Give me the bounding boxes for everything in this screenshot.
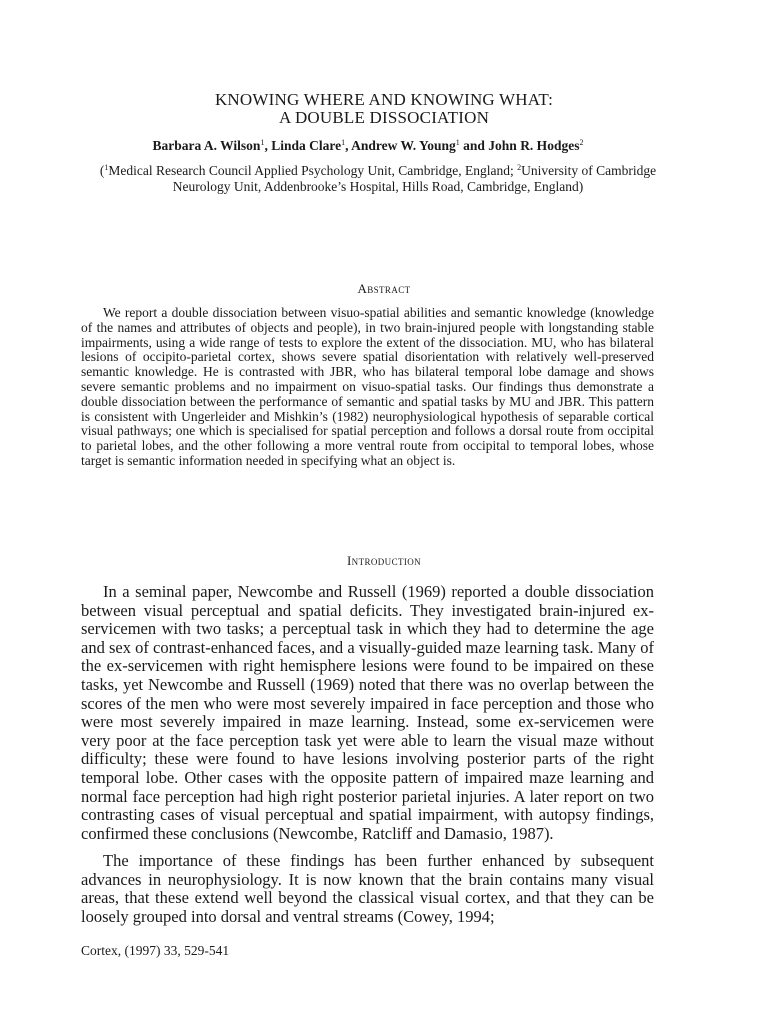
paper-title-line-2: A DOUBLE DISSOCIATION (278, 108, 490, 127)
author-name: Andrew W. Young (351, 138, 456, 153)
affiliation-open-paren: ( (99, 163, 105, 178)
affiliation-mark: 1 (104, 163, 109, 172)
author-name: John R. Hodges (488, 138, 580, 153)
author-affiliation-mark: 1 (455, 138, 460, 147)
author-list (0, 138, 736, 154)
affiliation-2: University of Cambridge Neurology Unit, Addenbrooke’s Hospital, Hills Road, Cambridge, England) (172, 163, 657, 194)
author-affiliation-mark: 2 (579, 138, 584, 147)
body-paragraph: In a seminal paper, Newcombe and Russell (1969) reported a double dissociation between visual perceptual and spatial deficits. They investigated brain-injured ex-servicemen with two tasks; a perceptual task in which they had to determine the age and sex of contrast-enhanced faces, and a visually-guided maze learning task. Many of the ex-servicemen with right hemisphere lesions were found to be impaired on these tasks, yet Newcombe and Russell (1969) noted that there was no overlap between the scores of the men who were most severely impaired in face perception and those who were most severely impaired in maze learning. Instead, some ex-servicemen were very poor at the face perception task yet were able to learn the visual maze without difficulty; these were found to have lesions involving posterior parts of the right temporal lobe. Other cases with the opposite pattern of impaired maze learning and normal face perception had high right posterior parietal injuries. A later report on two contrasting cases of visual perceptual and spatial impairment, with autopsy findings, confirmed these conclusions (Newcombe, Ratcliff and Damasio, 1987). (81, 582, 654, 843)
body-paragraph: The importance of these findings has been further enhanced by subsequent advances in neurophysiology. It is now known that the brain contains many visual areas, that these extend well beyond the classical visual cortex, and that they can be loosely grouped into dorsal and ventral streams (Cowey, 1994; (81, 851, 654, 926)
introduction-heading: Introduction (346, 553, 422, 568)
author-separator: and (459, 138, 489, 153)
journal-citation: Cortex, (1997) 33, 529-541 (81, 943, 230, 958)
affiliations (78, 163, 678, 195)
abstract-heading: Abstract (357, 281, 411, 296)
author-separator: , (264, 138, 272, 153)
paper-title-line-1: KNOWING WHERE AND KNOWING WHAT: (214, 90, 554, 109)
author-name: Linda Clare (271, 138, 342, 153)
affiliation-mark: 2 (517, 163, 522, 172)
affiliation-1: Medical Research Council Applied Psychology Unit, Cambridge, England; (108, 163, 518, 178)
abstract-text: We report a double dissociation between visuo-spatial abilities and semantic knowledge (knowledge of the names and attributes of objects and people), in two brain-injured people with longstanding stable impairments, using a wide range of tests to explore the extent of the dissociation. MU, who has bilateral lesions of occipito-parietal cortex, shows severe spatial disorientation with relatively well-preserved semantic knowledge. He is contrasted with JBR, who has bilateral temporal lobe damage and shows severe semantic problems and no impairment on visuo-spatial tasks. Our findings thus demonstrate a double dissociation between the performance of semantic and spatial tasks by MU and JBR. This pattern is consistent with Ungerleider and Mishkin’s (1982) neurophysiological hypothesis of separable cortical visual pathways; one which is specialised for spatial perception and follows a dorsal route from occipital to parietal lobes, and the other following a more ventral route from occipital to temporal lobes, whose target is semantic information needed in specifying what an object is. (81, 305, 654, 468)
author-name: Barbara A. Wilson (152, 138, 261, 153)
author-affiliation-mark: 1 (260, 138, 265, 147)
author-separator: , (345, 138, 352, 153)
author-affiliation-mark: 1 (341, 138, 346, 147)
